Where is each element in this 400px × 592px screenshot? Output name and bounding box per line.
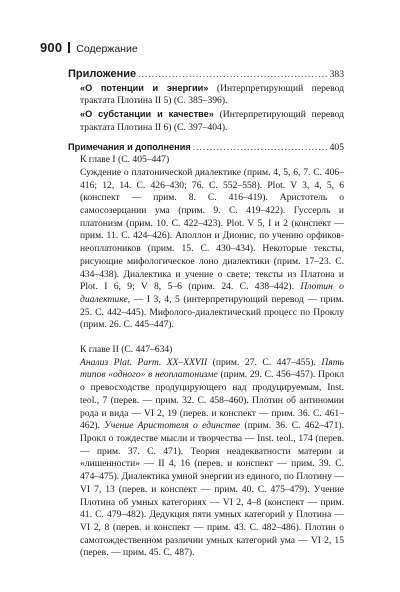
notes-italic: Пять типов «одного» в неоплатонизме bbox=[80, 356, 344, 381]
notes-text: — I 3, 4, 5 (интерпретирующий перевод — прим. 25. С. 442–445). Мифолого-диалектический процесс по Проклу (прим. 26. С. 445–447). bbox=[80, 293, 344, 331]
notes-italic: Учение Аристотеля о единстве bbox=[104, 420, 241, 432]
appendix-item-title: «О субстанции и качестве» bbox=[80, 109, 214, 120]
appendix-label: Приложение bbox=[68, 68, 137, 80]
notes-text: (прим. 29. С. 456–457). Прокл о превосходстве продуцирующего над продуцируемым, Inst. teol., 7 (перев. — прим. 32. С. 458–460). Плотин об антиномии рода и вида — VI 2, 19 (перев. и конспект — прим. 36. С. 461–462). bbox=[80, 369, 345, 432]
chapter-heading: К главе I (С. 405–447) bbox=[80, 154, 170, 166]
notes-text: (прим. 36. С. 462–471). Прокл о тождестве мысли и творчества — Inst. teol., 174 (перев. — прим. 37. С. 471). Теория неадекватности материи и «лишенности» — II 4, 16 (перев. и конспект — прим. 39. С. 474–475). Диалектика умной энергии из единого, по Плотину — VI 7, 13 (перев. и конспект — прим. 40. С. 475–479). Учение Плотина об умных категориях — VI 2, 4–8 (конспект — прим. 41. С. 479–482). Дедукция пяти умных категорий у Плотина — VI 2, 8 (перев. и конспект — прим. 43. С. 482–486). Плотин о самотождественном различии умных категорий ума — VI 2, 15 (перев. — прим. 45. С. 487). bbox=[80, 420, 344, 559]
notes-text: Суждение о платонической диалектике (прим. 4, 5, 6, 7. С. 406–416; 12, 14. С. 426–430; 76. С. 552–558). Plot. V 3, 4, 5, 6 (конспект — прим. 8. С. 416–419). Аристотель о самосозерцании ума (прим. 9. С. 419–422). Гуссерль и платонизм (прим. 10. С. 422–423). Plot. V 5, I и 2 (конспект — прим. 11. С. 424–426). Аполлон и Дионис, по учению орфиков-неоплатоников (прим. 15. С. 430–434). Некоторые тексты, рисующие мифологическое лоно диалектики (прим. 17–23. С. 434–438). Диалектика и учение о свете; тексты из Платона и Plot. I 6, 9; V 8, 5–6 (прим. 24. С. 438–442). bbox=[80, 166, 344, 293]
notes-italic: Анализ Plat. Parm. XX–XXVII bbox=[80, 356, 208, 368]
notes-text: (прим. 27. С. 447–455). bbox=[207, 356, 322, 368]
header-divider bbox=[68, 42, 70, 53]
chapter-notes-text bbox=[80, 167, 344, 332]
notes-label: Примечания и дополнения bbox=[68, 141, 191, 152]
appendix-item bbox=[80, 82, 344, 108]
chapter-notes-text bbox=[80, 357, 344, 560]
page-number: 900 bbox=[40, 40, 63, 55]
notes-italic: Плотин о диалектике, bbox=[80, 281, 344, 305]
chapter-heading: К главе II (С. 447–634) bbox=[80, 344, 173, 356]
notes-page: 405 bbox=[329, 141, 344, 153]
leader-dots bbox=[138, 69, 328, 82]
toc-entry-notes[interactable] bbox=[68, 141, 344, 155]
appendix-page: 383 bbox=[329, 69, 344, 80]
running-header bbox=[40, 40, 138, 55]
toc-entry-appendix[interactable] bbox=[68, 68, 344, 82]
toc-content bbox=[68, 68, 344, 560]
leader-dots bbox=[193, 142, 328, 155]
appendix-item-desc: (Интерпретирующий перевод трактата Плотина II 5) (С. 385–396). bbox=[80, 82, 344, 107]
header-title: Содержание bbox=[76, 43, 138, 55]
appendix-item-desc: (Интерпретирующий перевод трактата Плотина II 6) (С. 397–404). bbox=[80, 109, 344, 133]
appendix-item-title: «О потенции и энергии» bbox=[80, 82, 209, 93]
appendix-item bbox=[80, 108, 344, 134]
